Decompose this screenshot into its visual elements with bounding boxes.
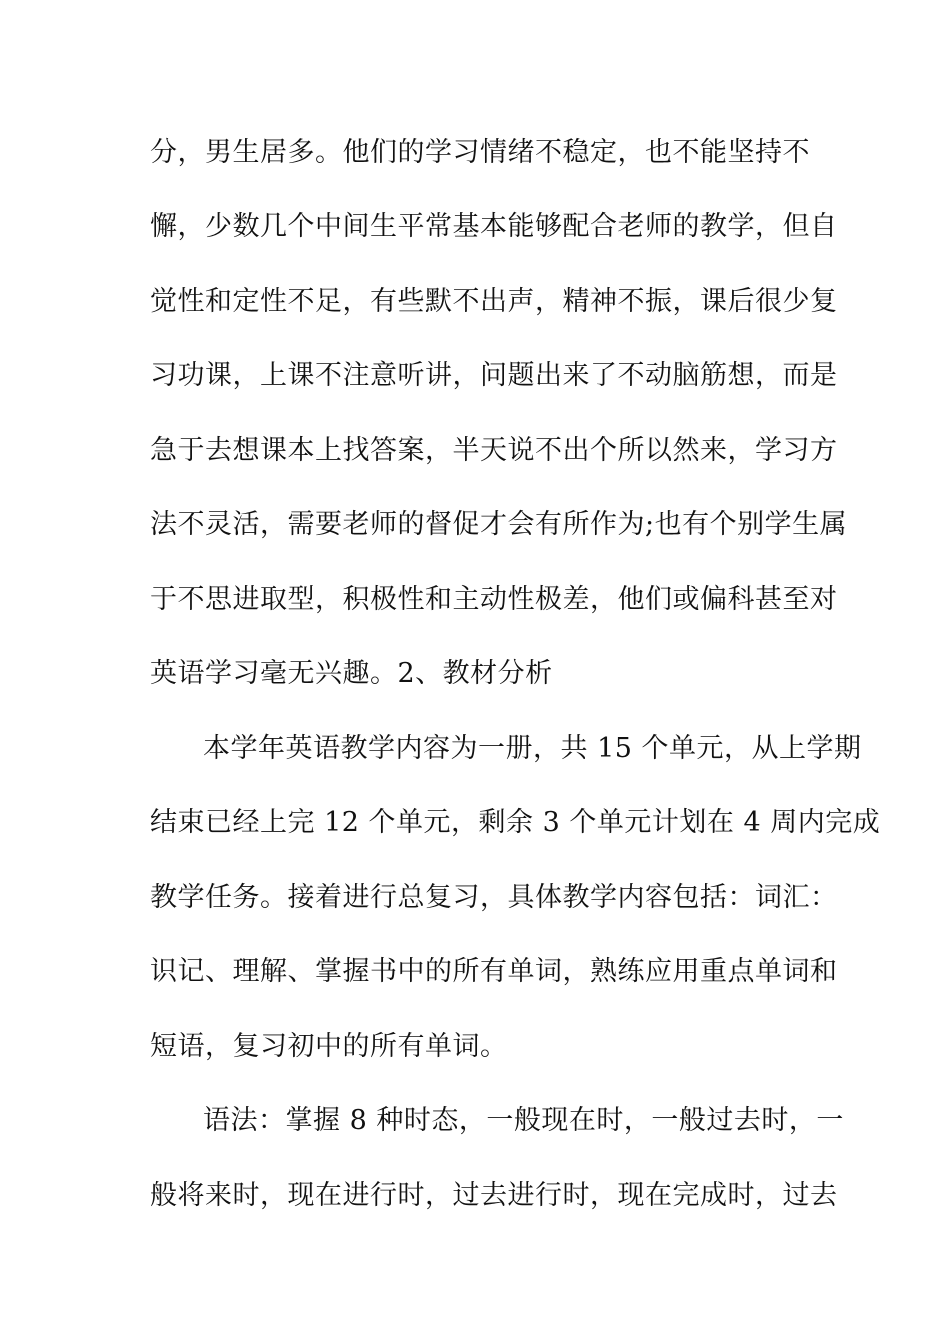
text-line: 结束已经上完 12 个单元，剩余 3 个单元计划在 4 周内完成 — [150, 807, 881, 838]
paragraph-first-line: 语法：掌握 8 种时态，一般现在时，一般过去时，一 — [203, 1105, 844, 1136]
text-line: 般将来时，现在进行时，过去进行时，现在完成时，过去 — [150, 1180, 838, 1211]
text-line: 懈，少数几个中间生平常基本能够配合老师的教学，但自 — [150, 211, 838, 242]
text-line: 觉性和定性不足，有些默不出声，精神不振，课后很少复 — [150, 286, 838, 317]
text-line: 识记、理解、掌握书中的所有单词，熟练应用重点单词和 — [150, 956, 838, 987]
text-line: 急于去想课本上找答案，半天说不出个所以然来，学习方 — [150, 435, 838, 466]
text-line: 分，男生居多。他们的学习情绪不稳定，也不能坚持不 — [150, 137, 810, 168]
text-line: 教学任务。接着进行总复习，具体教学内容包括：词汇： — [150, 882, 838, 913]
text-line: 于不思进取型，积极性和主动性极差，他们或偏科甚至对 — [150, 584, 838, 615]
text-line: 习功课，上课不注意听讲，问题出来了不动脑筋想，而是 — [150, 360, 838, 391]
text-line: 法不灵活，需要老师的督促才会有所作为;也有个别学生属 — [150, 509, 848, 540]
text-line: 短语，复习初中的所有单词。 — [150, 1031, 508, 1062]
text-line: 英语学习毫无兴趣。2、教材分析 — [150, 658, 553, 689]
paragraph-first-line: 本学年英语教学内容为一册，共 15 个单元，从上学期 — [203, 733, 862, 764]
